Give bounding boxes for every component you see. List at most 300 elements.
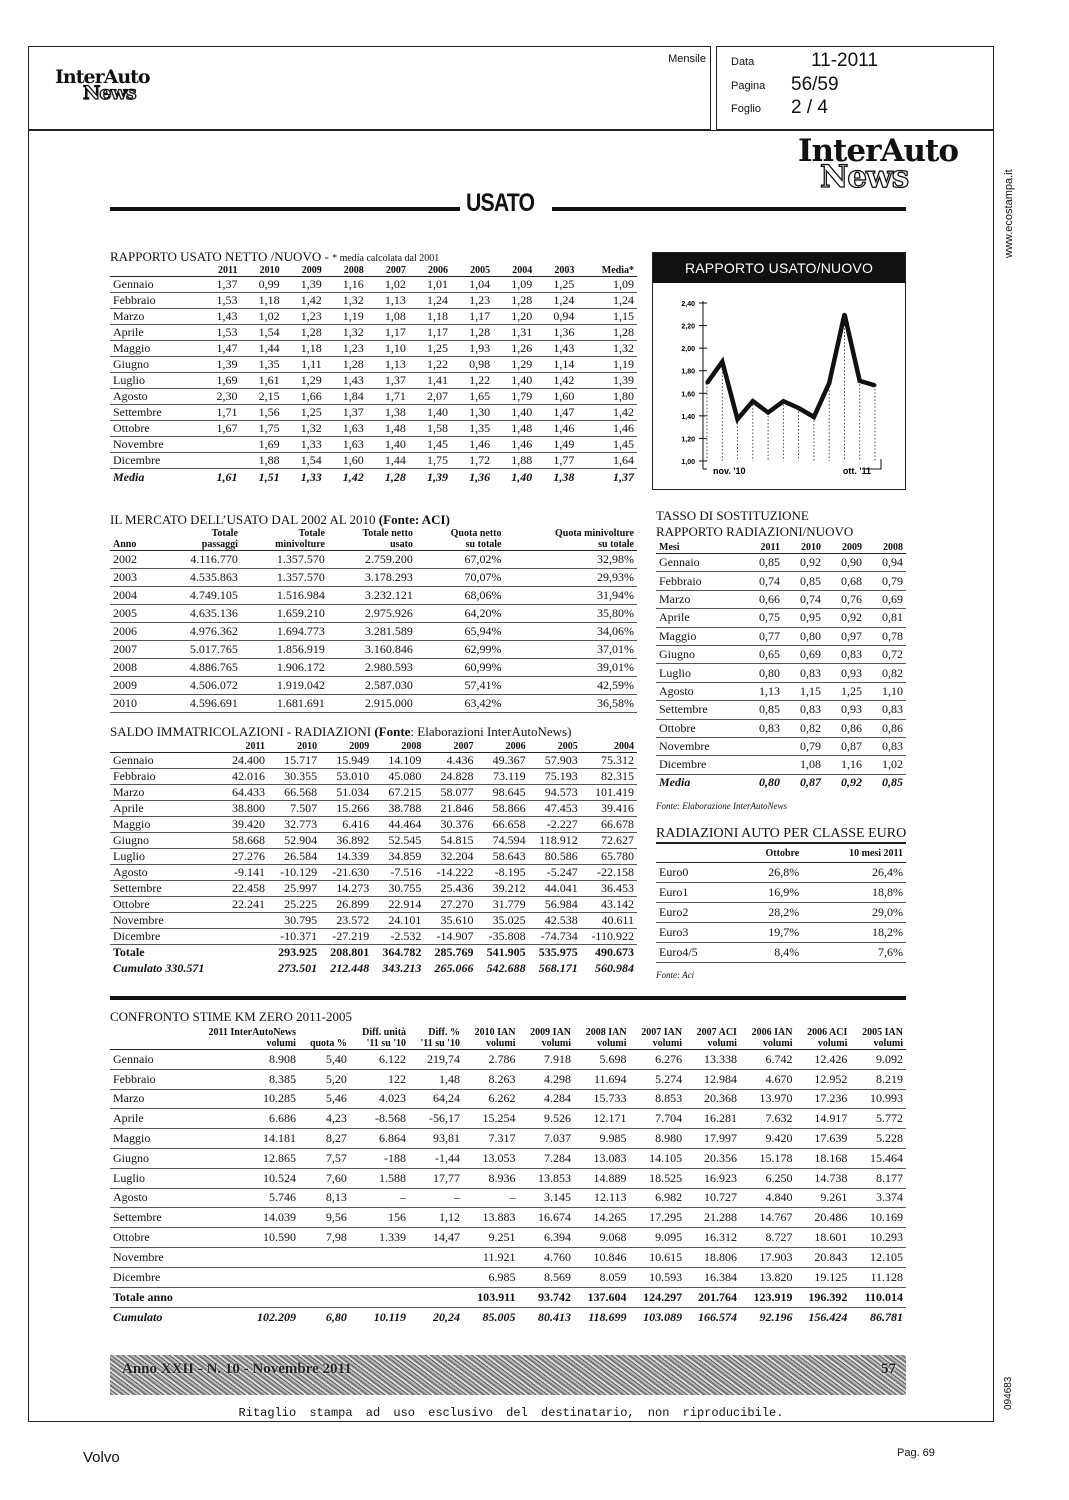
t1-cell: 1,64 [577,453,637,469]
t5-header-cell: Ottobre [765,848,800,860]
t4-cell: Maggio [656,627,742,645]
t1-cell: Febbraio [110,293,198,309]
t4-cell: 0,92 [824,609,865,627]
t1-cell: 1,37 [367,373,409,389]
t4-cell: 1,13 [742,682,783,700]
t3-cell: 45.080 [372,769,424,785]
t6-cell [409,1247,463,1267]
t1-cell: 2,30 [198,389,240,405]
t3-row [110,785,637,801]
t1-cell: 1,35 [240,357,282,373]
t3-cell: 58.668 [223,833,268,849]
t3-cumulative-row-cell [223,961,268,977]
t3-cell: 66.658 [476,817,528,833]
t4-cell: 0,86 [865,719,906,737]
t6-total-row-cell: 201.764 [685,1287,740,1307]
t3-cell: 75.193 [529,769,581,785]
t4-cell: 0,94 [865,554,906,572]
t2-header-cell: Totale [298,528,325,539]
t3-cell: 15.266 [320,801,372,817]
t6-cumulative-row-cell: 6,80 [325,1309,347,1324]
t2-cell: 31,94% [505,587,638,605]
t1-cell: 1,63 [325,437,367,453]
t1-cell: 1,67 [198,421,240,437]
t1-cell: 1,37 [198,277,240,293]
t6-cell: 6.985 [463,1267,519,1287]
t2-row [110,605,637,623]
t6-cell: 5.274 [630,1069,686,1089]
t6-cell [350,1267,409,1287]
t3-total-row [110,945,637,961]
chart-y-tick-label: 1,80 [681,368,695,376]
t2-cell: 34,06% [505,623,638,641]
t6-cell: 13.853 [518,1168,574,1188]
t4-cell: 0,90 [824,554,865,572]
t3-row [110,769,637,785]
t6-row [110,1148,906,1168]
t6-cell: 15.733 [574,1089,630,1109]
t6-cumulative-row-cell: 156.424 [808,1309,848,1324]
t6-cell: 6.982 [630,1188,686,1208]
t3-cell: -74.734 [529,929,581,945]
saldo-immatricolazioni-table [110,741,637,977]
t3-cell: -8.195 [476,865,528,881]
t3-cell: 32.204 [424,849,476,865]
t4-header-cell: 2009 [841,542,862,553]
t1-header-cell: 2004 [512,265,533,276]
t4-cell: Aprile [656,609,742,627]
t1-cell: 1,43 [535,341,577,357]
t6-cell: 15.178 [740,1148,796,1168]
t3-cell: 36.453 [581,881,637,897]
t1-cell: 1,71 [367,389,409,405]
t3-cell: 66.568 [268,785,320,801]
t4-cell: 0,69 [783,645,824,663]
t1-cell: 1,80 [577,389,637,405]
t1-cell: 1,46 [577,421,637,437]
t3-cumulative-row-cell: 212.448 [330,961,370,975]
t3-cell: -14.222 [424,865,476,881]
t2-cell: 1.516.984 [241,587,328,605]
t4-cell [742,756,783,774]
t4-cell: 0,83 [865,701,906,719]
t4-row [656,645,906,663]
t6-header-cell: 2008 IAN [585,1027,627,1038]
t2-cell: 4.635.136 [157,605,241,623]
t3-cell: 52.904 [268,833,320,849]
t3-cell: 58.643 [476,849,528,865]
t6-cell: 9.526 [518,1109,574,1129]
t2-cell: 63,42% [416,695,505,713]
t2-cell: 2007 [110,641,157,659]
t4-cell: Giugno [656,645,742,663]
t3-cell: 25.225 [268,897,320,913]
t6-cell: 6.262 [463,1089,519,1109]
t2-row [110,659,637,677]
chart-x-label-start: nov. '10 [713,466,746,476]
t3-cell: 80.586 [529,849,581,865]
t1-cell: 1,30 [451,405,493,421]
t6-cell: 14.767 [740,1208,796,1228]
t6-total-row-cell: 110.014 [850,1287,906,1307]
chart-y-tick-label: 2,20 [681,323,695,331]
t6-header-cell [110,1027,188,1038]
t4-row [656,756,906,774]
t1-row [110,309,637,325]
t1-cell: 1,22 [409,357,451,373]
t4-row [656,609,906,627]
t4-cell: 0,87 [824,737,865,755]
t6-cell: 20.368 [685,1089,740,1109]
t4-row [656,664,906,682]
t3-header-cell [110,741,223,753]
t6-cell: 8.936 [463,1168,519,1188]
t1-cell: 1,08 [367,309,409,325]
t6-header-cell: volumi [541,1038,572,1049]
t4-cell: 0,74 [742,572,783,590]
t6-total-row-cell: 124.297 [630,1287,686,1307]
t3-cell: 35.025 [476,913,528,929]
t2-cell: 70,07% [416,569,505,587]
t4-footnote: Fonte: Elaborazione InterAutoNews [656,801,787,811]
t6-cell: 16.312 [685,1228,740,1248]
t6-cell: 9.251 [463,1228,519,1248]
t4-cell: 1,08 [783,756,824,774]
date-label: Data [731,56,755,68]
t4-cell: 0,68 [824,572,865,590]
t3-cell: 26.584 [268,849,320,865]
t2-cell: 3.178.293 [328,569,416,587]
t5-footnote: Fonte: Aci [656,970,695,980]
t4-cell: 0,75 [742,609,783,627]
t6-cell: 13.053 [463,1148,519,1168]
t3-cell: 32.773 [268,817,320,833]
t6-cell: 5.228 [850,1129,906,1149]
t6-header-cell [110,1038,188,1050]
t3-cell: 56.984 [529,897,581,913]
t2-cell: 2010 [110,695,157,713]
chart-plot [653,283,905,489]
t1-cell: 1,17 [409,325,451,341]
t6-cell: 6.394 [518,1228,574,1248]
t6-total-row [110,1287,906,1307]
t1-header-cell: 2008 [343,265,364,276]
t6-cell: 6.122 [350,1050,409,1070]
t6-header-cell: '11 su '10 [420,1038,460,1049]
t2-cell: 4.535.863 [157,569,241,587]
t6-cell [299,1247,350,1267]
t2-cell: 60,99% [416,659,505,677]
t1-cell: 1,09 [493,277,535,293]
issue-label: Anno XXII - N. 10 - Novembre 2011 [122,1361,352,1377]
t1-cell: 1,18 [240,293,282,309]
t2-cell: 4.886.765 [157,659,241,677]
t1-cell: 1,23 [325,341,367,357]
t6-cell [409,1267,463,1287]
t1-cell: 1,29 [493,357,535,373]
t6-cell: 16.923 [685,1168,740,1188]
t3-cell: 24.400 [223,753,268,769]
chart-data-point [812,415,815,418]
t1-cell: 1,44 [240,341,282,357]
t6-row [110,1267,906,1287]
t6-cell: 9.420 [740,1129,796,1149]
t6-cell: 10.169 [850,1208,906,1228]
t6-cell: 7,60 [299,1168,350,1188]
t6-cell: 20.843 [795,1247,850,1267]
t4-cell [742,737,783,755]
t4-cell: 0,93 [824,664,865,682]
t2-cell: 39,01% [505,659,638,677]
t4-cell: 0,65 [742,645,783,663]
t3-cumulative-row-cell: 542.688 [486,961,526,975]
t1-row [110,277,637,293]
t4-header-cell: 2008 [883,542,903,553]
t3-cell: -10.371 [268,929,320,945]
page-number: Pag. 69 [897,1447,935,1459]
t6-cell: 6.250 [740,1168,796,1188]
t4-row [656,682,906,700]
t6-cell [350,1247,409,1267]
chart-y-tick-label: 1,20 [681,436,695,444]
t1-cell: 1,40 [409,405,451,421]
t1-cell: 1,60 [535,389,577,405]
t4-cell: 0,83 [783,664,824,682]
t6-cumulative-row-cell: 20,24 [432,1309,460,1324]
t3-cell: 65.780 [581,849,637,865]
t1-cell: 1,75 [409,453,451,469]
t1-cell: 1,44 [367,453,409,469]
t6-cell: 8.059 [574,1267,630,1287]
t1-cell: 1,53 [198,293,240,309]
t3-cell: -21.630 [320,865,372,881]
t6-row [110,1168,906,1188]
t3-cell: 25.436 [424,881,476,897]
t6-cell: 13.083 [574,1148,630,1168]
t4-cell: 0,97 [824,627,865,645]
t6-cell: 14.105 [630,1148,686,1168]
t3-cell: Ottobre [110,897,223,913]
t6-cell: 21.288 [685,1208,740,1228]
t1-cell: 1,88 [493,453,535,469]
t6-total-row-cell [409,1287,463,1307]
t1-cell: Ottobre [110,421,198,437]
t6-row [110,1129,906,1149]
t6-cumulative-row-cell: 118.699 [588,1309,627,1324]
t2-cell: 1.681.691 [241,695,328,713]
t3-cell: 26.899 [320,897,372,913]
t1-header-cell [110,265,198,277]
t6-row [110,1089,906,1109]
t3-cell: 94.573 [529,785,581,801]
t4-row [656,701,906,719]
header-right-box [716,46,994,130]
t1-row [110,325,637,341]
t6-cell: 11.921 [463,1247,519,1267]
t3-cell: 4.436 [424,753,476,769]
t3-cell: 53.010 [320,769,372,785]
t1-cell: Settembre [110,405,198,421]
t6-cell: Giugno [110,1148,188,1168]
t6-cell: 12.171 [574,1109,630,1129]
t6-cell: 12.865 [188,1148,299,1168]
t6-cell: 14.039 [188,1208,299,1228]
t6-cell: 7.284 [518,1148,574,1168]
t5-row [656,862,906,882]
t6-cell: 8.263 [463,1069,519,1089]
t1-cell: 1,24 [577,293,637,309]
header-left-box [28,46,711,130]
t1-cell: 1,75 [240,421,282,437]
section-rule-left [110,207,460,211]
t3-cell: -27.219 [320,929,372,945]
t1-cell: 1,63 [325,421,367,437]
t6-cell: 1.588 [350,1168,409,1188]
t2-cell: 5.017.765 [157,641,241,659]
t2-row [110,677,637,695]
t3-cell: 24.101 [372,913,424,929]
t1-header-cell: Media* [601,265,634,276]
t1-cell: 2,07 [409,389,451,405]
t2-cell: 2003 [110,569,157,587]
t1-cell: 1,22 [451,373,493,389]
t3-total-row-cell [223,945,268,961]
t3-cell: -5.247 [529,865,581,881]
t3-cell: -2.532 [372,929,424,945]
t1-cell: 1,32 [283,421,325,437]
t6-cell: Novembre [110,1247,188,1267]
t3-cell: -9.141 [223,865,268,881]
sheet-value: 2 / 4 [791,97,828,118]
t6-cell: 17,77 [409,1168,463,1188]
t4-cell: Marzo [656,590,742,608]
t6-cell: 7.037 [518,1129,574,1149]
t6-cumulative-row-cell: 92.196 [759,1309,793,1324]
t4-title: TASSO DI SOSTITUZIONE RAPPORTO RADIAZIONI/NUOVO [656,508,854,539]
t6-total-row-cell: 196.392 [795,1287,850,1307]
t2-cell: 1.856.919 [241,641,328,659]
t6-cell: 17.236 [795,1089,850,1109]
t1-cell: 1,17 [367,325,409,341]
t3-cell: -35.808 [476,929,528,945]
t4-cell: 0,79 [865,572,906,590]
radiazioni-euro-table [656,846,906,963]
t3-cell: 64.433 [223,785,268,801]
t1-cell: 1,69 [198,373,240,389]
t3-cell: 14.339 [320,849,372,865]
interautonews-logo: InterAuto News [798,133,959,196]
t6-header-cell: volumi [763,1038,793,1049]
t3-cell: 44.041 [529,881,581,897]
t3-cell: 101.419 [581,785,637,801]
chart-series-line [707,314,875,419]
t6-cell: 7.918 [518,1050,574,1070]
t5-cell: 18,2% [802,922,906,942]
t6-header-cell: 2006 IAN [751,1027,793,1038]
t6-title: CONFRONTO STIME KM ZERO 2011-2005 [110,1009,352,1024]
t6-cell: 1.339 [350,1228,409,1248]
t1-row [110,453,637,469]
t3-cumulative-row-cell: 273.501 [278,961,318,975]
t6-row [110,1050,906,1070]
t1-cell: 2,15 [240,389,282,405]
t1-cell: 1,01 [409,277,451,293]
t2-cell: 2009 [110,677,157,695]
t3-cell: -22.158 [581,865,637,881]
side-code: 094683 [1003,1376,1014,1410]
t6-cell: 12.426 [795,1050,850,1070]
t5-cell: 19,7% [733,922,802,942]
t3-header-cell: 2011 [245,741,265,752]
t1-cell: 1,45 [577,437,637,453]
t6-cell: -1,44 [409,1148,463,1168]
t3-row [110,849,637,865]
t3-cell: Marzo [110,785,223,801]
t6-total-row-cell: 103.911 [463,1287,519,1307]
t5-cell: 29,0% [802,902,906,922]
t1-header-cell: 2007 [385,265,406,276]
t3-header-cell: 2010 [297,741,318,752]
section-rule-right [552,207,906,211]
t3-cell: -110.922 [581,929,637,945]
t1-cell: 1,47 [535,405,577,421]
issue-banner [110,1355,906,1395]
t1-cell: 1,25 [535,277,577,293]
t2-cell: 36,58% [505,695,638,713]
t6-cell: 7.317 [463,1129,519,1149]
t2-cell: 2.759.200 [328,551,416,569]
t6-cumulative-row-cell: Cumulato [113,1309,163,1324]
t2-cell: 4.976.362 [157,623,241,641]
brand-label: Volvo [83,1449,120,1466]
t2-cell: 2.587.030 [328,677,416,695]
t6-cell: 19.125 [795,1267,850,1287]
t2-cell: 3.232.121 [328,587,416,605]
t6-cell: Maggio [110,1129,188,1149]
t6-header-cell: volumi [486,1038,516,1049]
t2-cell: 1.357.570 [241,551,328,569]
t3-cell: 58.077 [424,785,476,801]
t3-cell: Maggio [110,817,223,833]
t2-cell: 37,01% [505,641,638,659]
t2-row [110,695,637,713]
t4-cell: Agosto [656,682,742,700]
t6-cell: 9.095 [630,1228,686,1248]
t1-cell: 1,16 [325,277,367,293]
t1-cell: 1,56 [240,405,282,421]
t1-header-cell: 2006 [428,265,449,276]
date-value: 11-2011 [811,50,878,71]
t6-cell: 9.261 [795,1188,850,1208]
t3-cell: Febbraio [110,769,223,785]
t2-cell: 2008 [110,659,157,677]
t2-header-cell: passaggi [201,539,238,550]
t4-cell: 1,10 [865,682,906,700]
t1-cell: 1,35 [451,421,493,437]
t3-cell: 47.453 [529,801,581,817]
t6-header-cell: 2007 ACI [696,1027,737,1038]
t6-header-cell: '11 su '10 [366,1038,407,1049]
t6-header-cell: 2009 IAN [530,1027,572,1038]
t4-cell: Febbraio [656,572,742,590]
t2-header-cell: Quota netto [450,528,502,539]
t3-cell: 51.034 [320,785,372,801]
t3-cell: 38.800 [223,801,268,817]
t3-cell: 22.914 [372,897,424,913]
t6-cell: -56,17 [409,1109,463,1129]
t3-cumulative-row [110,961,637,977]
t4-cell: 0,92 [783,554,824,572]
